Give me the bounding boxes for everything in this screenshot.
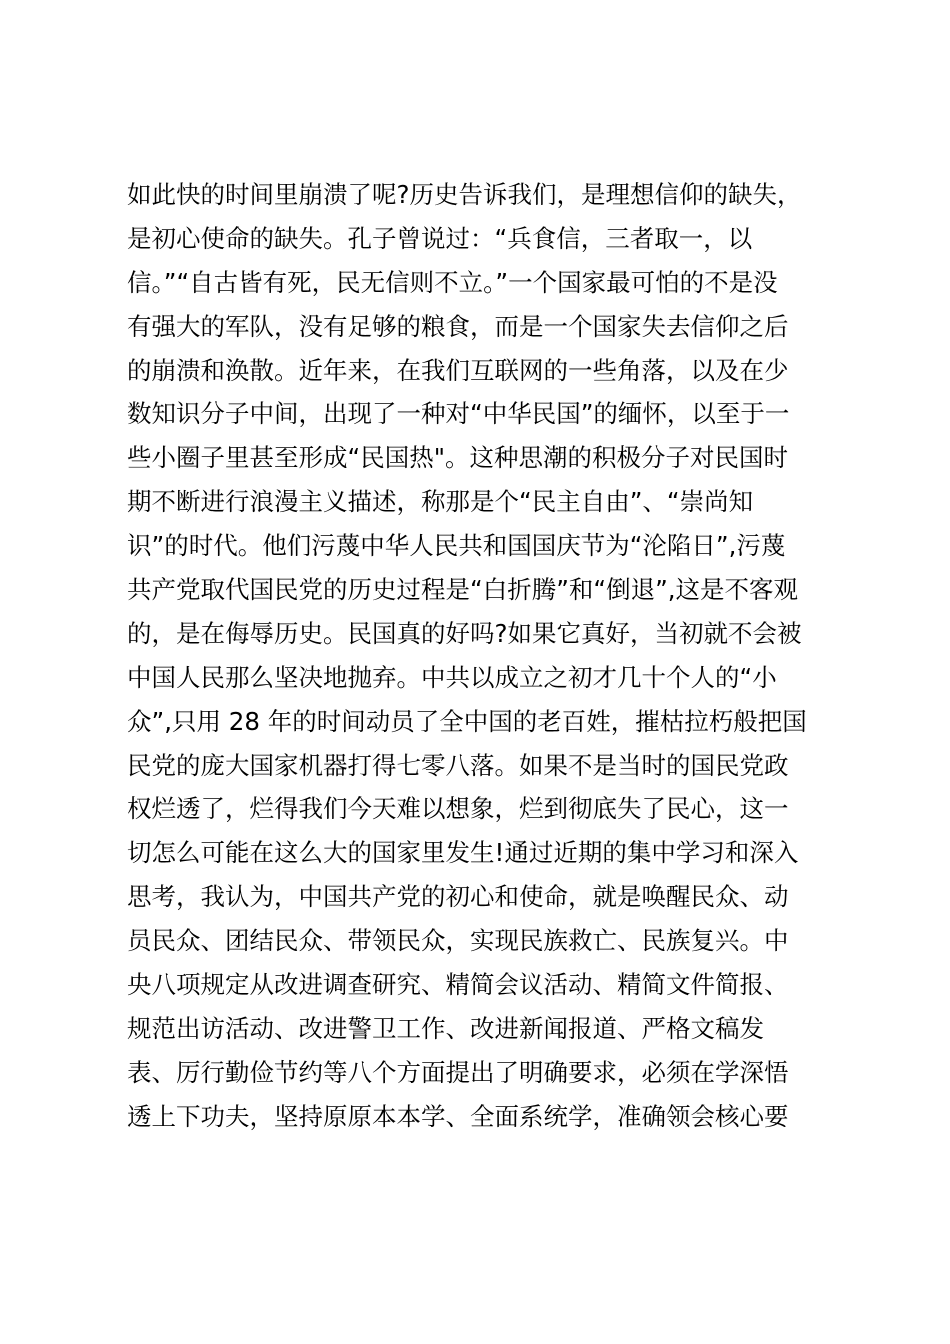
text-line: 信。”“自古皆有死，民无信则不立。”一个国家最可怕的不是没 <box>127 267 778 297</box>
text-line: 识”的时代。他们污蔑中华人民共和国国庆节为“沦陷日”,污蔑 <box>127 531 786 561</box>
text-line: 有强大的军队，没有足够的粮食，而是一个国家失去信仰之后 <box>127 311 789 341</box>
text-line: 如此快的时间里崩溃了呢?历史告诉我们，是理想信仰的缺失， <box>127 180 802 209</box>
text-line: 共产党取代国民党的历史过程是“白折腾”和“倒退”,这是不客观 <box>127 575 799 605</box>
text-line: 是初心使命的缺失。孔子曾说过：“兵食信，三者取一，以 <box>127 223 753 253</box>
text-line: 思考，我认为，中国共产党的初心和使命，就是唤醒民众、动 <box>127 882 789 912</box>
text-line: 众”,只用 28 年的时间动员了全中国的老百姓，摧枯拉朽般把国 <box>127 706 807 736</box>
text-line: 中国人民那么坚决地抛弃。中共以成立之初才几十个人的“小 <box>127 662 777 692</box>
text-line: 权烂透了，烂得我们今天难以想象，烂到彻底失了民心，这一 <box>127 794 789 824</box>
text-line: 规范出访活动、改进警卫工作、改进新闻报道、严格文稿发 <box>127 1013 764 1043</box>
text-line: 期不断进行浪漫主义描述，称那是个“民主自由”、“崇尚知 <box>127 487 754 517</box>
text-line: 数知识分子中间，出现了一种对“中华民国”的缅怀，以至于一 <box>127 399 790 429</box>
text-line: 切怎么可能在这么大的国家里发生!通过近期的集中学习和深入 <box>127 838 799 868</box>
text-line: 的，是在侮辱历史。民国真的好吗?如果它真好，当初就不会被 <box>127 618 802 648</box>
text-line: 透上下功夫，坚持原原本本学、全面系统学，准确领会核心要 <box>127 1101 789 1131</box>
text-line: 央八项规定从改进调查研究、精简会议活动、精简文件简报、 <box>127 970 789 1000</box>
text-line: 的崩溃和涣散。近年来，在我们互联网的一些角落，以及在少 <box>127 355 789 385</box>
text-line: 民党的庞大国家机器打得七零八落。如果不是当时的国民党政 <box>127 750 789 780</box>
text-line: 些小圈子里甚至形成“民国热"。这种思潮的积极分子对民国时 <box>127 443 788 473</box>
body-paragraph <box>127 173 847 1139</box>
text-line: 员民众、团结民众、带领民众，实现民族救亡、民族复兴。中 <box>127 926 789 956</box>
text-line: 表、厉行勤俭节约等八个方面提出了明确要求，必须在学深悟 <box>127 1057 789 1087</box>
